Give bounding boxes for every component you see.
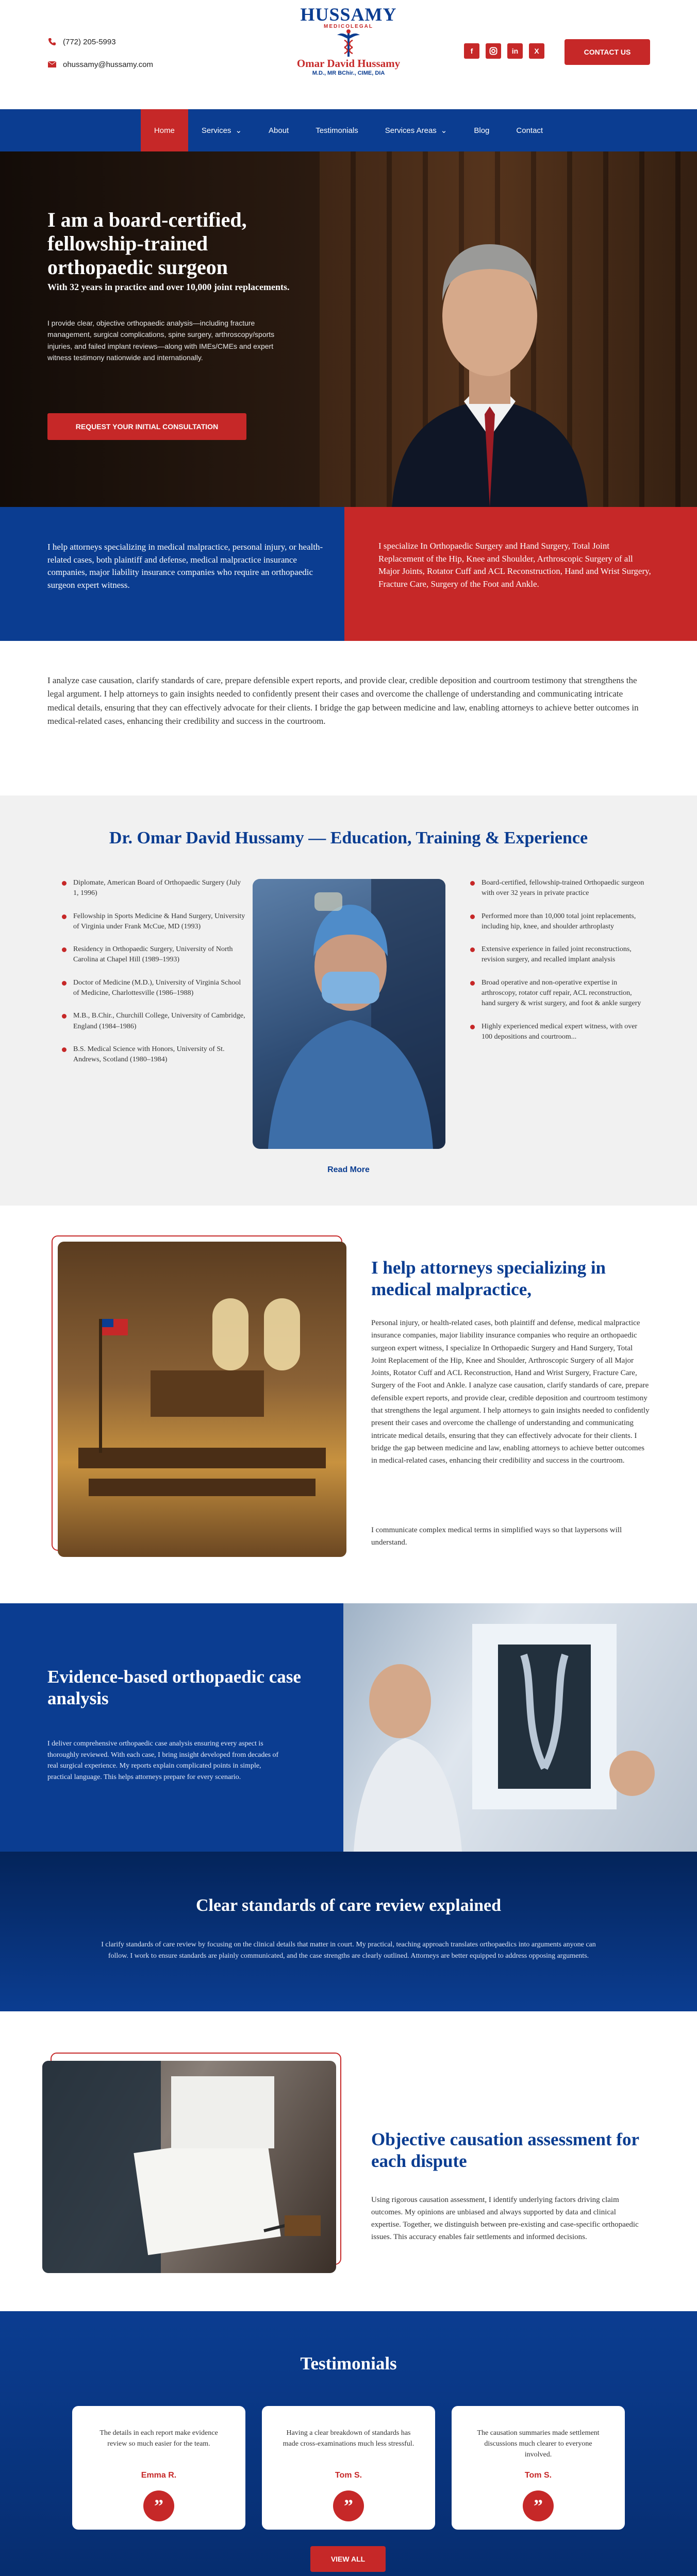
phone-icon (47, 37, 57, 46)
nav-item-blog[interactable] (460, 109, 503, 151)
malpractice-text-2: I communicate complex medical terms in simplified ways so that laypersons will understand. (371, 1526, 622, 1547)
testimonial-card (72, 2406, 245, 2530)
split-right-text: I specialize In Orthopaedic Surgery and Hand Surgery, Total Joint Replacement of the Hip, Knee and Shoulder, Arthroscopic Surgery of all Major Joints, Rotator Cuff and ACL Reconstruction, Hand and Wrist Surgery, Fracture Care, Surgery of the Foot and Ankle. (344, 507, 697, 641)
courtroom-illustration (58, 1242, 346, 1557)
standards-section (0, 1852, 697, 2011)
chevron-down-icon: ⌄ (440, 126, 447, 135)
site-header (0, 0, 697, 109)
nav-label: Testimonials (316, 126, 358, 135)
education-item: Doctor of Medicine (M.D.), University of Virginia School of Medicine, Charlottesville (1986–1988) (62, 978, 247, 999)
header-contact (47, 37, 153, 82)
nav-item-home[interactable] (141, 109, 188, 151)
request-consultation-button[interactable]: REQUEST YOUR INITIAL CONSULTATION (47, 413, 246, 440)
experience-item: Extensive experience in failed joint reconstructions, revision surgery, and recalled implant analysis (470, 944, 645, 965)
nav-label: Blog (474, 126, 490, 135)
testimonials-title: Testimonials (300, 2353, 397, 2374)
nav-item-testimonials[interactable] (302, 109, 372, 151)
evidence-title: Evidence-based orthopaedic case analysis (47, 1667, 301, 1708)
testimonial-author: Tom S. (335, 2471, 362, 2480)
malpractice-section (0, 1206, 697, 1603)
nav-item-about[interactable] (255, 109, 302, 151)
education-section (0, 795, 697, 1206)
logo-sub: MEDICOLEGAL (324, 24, 373, 29)
testimonials-section (0, 2311, 697, 2576)
standards-title: Clear standards of care review explained (195, 1896, 502, 1915)
experience-item: Board-certified, fellowship-trained Orthopaedic surgeon with over 32 years in private practice (470, 878, 645, 899)
education-list (62, 878, 247, 1078)
standards-text: I clarify standards of care review by focusing on the clinical details that matter in court. My practical, teaching approach translates orthopaedics into arguments anyone can follow. I work to ensure standards are plainly communicated, and the case strengths are clearly outlined. Attorneys are better equipped to address opposing arguments. (101, 1941, 596, 1960)
quote-icon: ” (143, 2490, 174, 2521)
nav-label: Services Areas (385, 126, 437, 135)
testimonial-text: Having a clear breakdown of standards has made cross-examinations much less stressful. (283, 2429, 414, 2448)
courtroom-photo (58, 1242, 346, 1557)
logo-brand: HUSSAMY (300, 4, 397, 25)
experience-item: Broad operative and non-operative expertise in arthroscopy, rotator cuff repair, ACL reconstruction, hand surgery & wrist surgery, and foot & ankle surgery (470, 978, 645, 1009)
experience-item: Highly experienced medical expert witness, with over 100 depositions and courtroom... (470, 1022, 645, 1043)
education-title: Dr. Omar David Hussamy — Education, Training & Experience (109, 828, 588, 848)
objective-title: Objective causation assessment for each dispute (371, 2129, 639, 2171)
hero-section (0, 151, 697, 507)
education-item: M.B., B.Chir., Churchill College, University of Cambridge, England (1984–1986) (62, 1011, 247, 1032)
experience-item: Performed more than 10,000 total joint replacements, including hip, knee, and shoulder arthroplasty (470, 911, 645, 933)
x-icon[interactable]: X (529, 43, 544, 59)
nav-item-contact[interactable] (503, 109, 556, 151)
quote-icon: ” (333, 2490, 364, 2521)
nav-item-services-areas[interactable] (372, 109, 461, 151)
testimonial-text: The causation summaries made settlement discussions much clearer to everyone involved. (477, 2429, 600, 2459)
evidence-text: I deliver comprehensive orthopaedic case analysis ensuring every aspect is thoroughly reviewed. With each case, I bring insight developed from decades of real surgical experience. My reports explain complicated points in simple, practical language. This helps attorneys prepare for every scenario. (47, 1740, 279, 1782)
header-email-text[interactable]: ohussamy@hussamy.com (63, 60, 154, 69)
social-links (464, 43, 544, 59)
intro-paragraph (0, 641, 697, 795)
nav-label: Contact (516, 126, 543, 135)
malpractice-title: I help attorneys specializing in medical malpractice, (371, 1258, 606, 1299)
logo-credentials: M.D., MR BChir., CIME, DIA (312, 70, 385, 76)
header-phone-text[interactable]: (772) 205-5993 (63, 37, 116, 46)
surgeon-photo (253, 879, 445, 1149)
hero-title: I am a board-certified, fellowship-trained orthopaedic surgeon (47, 208, 247, 279)
evidence-section (0, 1603, 697, 1852)
main-nav (0, 109, 697, 151)
objective-text: Using rigorous causation assessment, I identify underlying factors driving claim outcomes. My opinions are unbiased and always supported by data and clinical expertise. Together, we distinguish between pre-existing and case-specific orthopaedic issues. This accuracy enables fair settlements and informed decisions. (371, 2196, 639, 2241)
envelope-icon (47, 60, 57, 69)
intro-text: I analyze case causation, clarify standards of care, prepare defensible expert reports, and provide clear, credible deposition and courtroom testimony that strengthens the legal argument. I help attorneys to gain insights needed to confidently present their cases and overcome the challenge of understanding and communicating intricate medical details, ensuring that they can effectively advocate for their clients. I bridge the gap between medicine and law, enabling attorneys to achieve better outcomes in medical-related cases, enhancing their credibility and success in the courtroom. (47, 675, 639, 726)
testimonial-author: Emma R. (141, 2471, 177, 2480)
instagram-icon[interactable] (486, 43, 501, 59)
testimonial-card (452, 2406, 625, 2530)
experience-list (470, 878, 645, 1055)
linkedin-icon[interactable]: in (507, 43, 523, 59)
education-item: Diplomate, American Board of Orthopaedic Surgery (July 1, 1996) (62, 878, 247, 899)
doctor-portrait (381, 193, 598, 507)
contact-us-button[interactable]: CONTACT US (565, 39, 650, 65)
testimonial-card (262, 2406, 435, 2530)
nav-label: Services (201, 126, 231, 135)
education-item: Fellowship in Sports Medicine & Hand Surgery, University of Virginia under Frank McCue, MD (1993) (62, 911, 247, 933)
view-all-button[interactable]: VIEW ALL (310, 2546, 386, 2572)
surgeon-illustration (253, 879, 445, 1149)
objective-section (0, 2011, 697, 2311)
testimonial-text: The details in each report make evidence review so much easier for the team. (99, 2429, 218, 2448)
nav-label: Home (154, 126, 175, 135)
nav-item-services[interactable] (188, 109, 255, 151)
xray-photo (343, 1603, 697, 1852)
education-item: Residency in Orthopaedic Surgery, University of North Carolina at Chapel Hill (1989–1993) (62, 944, 247, 965)
education-item: B.S. Medical Science with Honors, University of St. Andrews, Scotland (1980–1984) (62, 1044, 247, 1065)
hero-lead: With 32 years in practice and over 10,000 joint replacements. (47, 282, 290, 292)
read-more-link[interactable]: Read More (327, 1165, 370, 1174)
chevron-down-icon: ⌄ (235, 126, 242, 135)
document-signing-photo (42, 2061, 336, 2273)
hero-description: I provide clear, objective orthopaedic analysis—including fracture management, surgical complications, spine surgery, arthroscopy/sports injuries, and failed implant reviews—along with IMEs/CMEs and expert witness testimony nationwide and internationally. (47, 319, 275, 362)
site-logo[interactable] (288, 5, 409, 76)
header-email[interactable] (47, 60, 153, 69)
signing-illustration (42, 2061, 336, 2273)
logo-name: Omar David Hussamy (296, 57, 401, 70)
facebook-icon[interactable]: f (464, 43, 479, 59)
caduceus-icon (335, 29, 362, 58)
header-phone[interactable] (47, 37, 153, 46)
malpractice-text: Personal injury, or health-related cases, both plaintiff and defense, medical malpractice insurance companies, major liability insurance companies who require an orthopaedic surgeon expert witness, I specialize In Orthopaedic Surgery and Hand Surgery, Total Joint Replacement of the Hip, Knee and Shoulder, Arthroscopic Surgery of all Major Joints, Rotator Cuff and ACL Reconstruction, Hand and Wrist Surgery, Fracture Care, Surgery of the Foot and Ankle. I analyze case causation, clarify standards of care, prepare defensible expert reports, and provide clear, credible deposition and courtroom testimony that strengthens the legal argument. I help attorneys to gain insights needed to confidently present their cases and overcome the challenge of understanding and communicating intricate medical details, ensuring that they can effectively advocate for their clients. I bridge the gap between medicine and law, enabling attorneys to achieve better outcomes in medical-related cases, enhancing their credibility and success in the courtroom. (371, 1319, 650, 1465)
split-left-text: I help attorneys specializing in medical malpractice, personal injury, or health-related cases, both plaintiff and defense, medical malpractice insurance companies, major liability insurance companies who require an orthopaedic surgeon expert witness. (0, 507, 344, 641)
split-section (0, 507, 697, 641)
xray-illustration (343, 1603, 697, 1852)
quote-icon: ” (523, 2490, 554, 2521)
nav-label: About (269, 126, 289, 135)
testimonial-author: Tom S. (524, 2471, 552, 2480)
